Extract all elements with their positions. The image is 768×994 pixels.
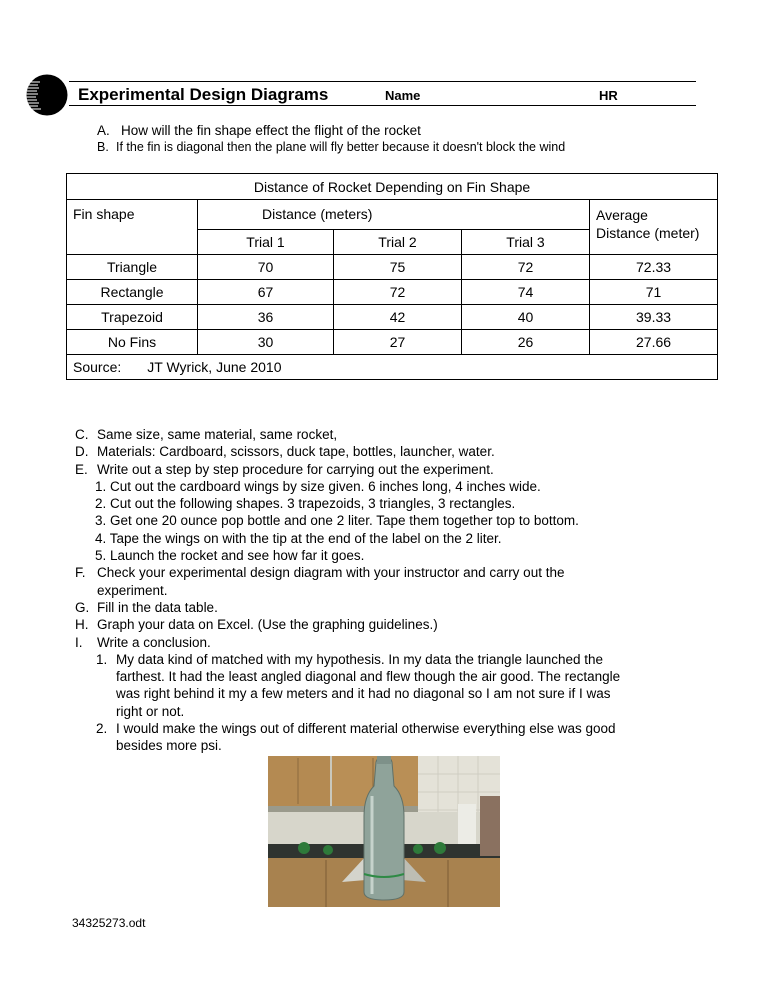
procedure-step xyxy=(0,478,768,495)
table-row xyxy=(67,305,718,330)
shape-cell: Triangle xyxy=(67,255,198,280)
hr-label: HR xyxy=(599,88,618,103)
item-letter: I. xyxy=(75,634,83,650)
conclusion-line: right or not. xyxy=(116,703,185,719)
table-row xyxy=(67,330,718,355)
list-item xyxy=(0,564,768,599)
step-text: 2. Cut out the following shapes. 3 trapezoids, 3 triangles, 3 rectangles. xyxy=(95,496,516,512)
shape-cell: Trapezoid xyxy=(67,305,198,330)
conclusion-number: 1. xyxy=(96,651,108,667)
question-a-letter: A. xyxy=(97,123,110,138)
item-text: Check your experimental design diagram with your instructor and carry out the xyxy=(97,565,565,581)
shape-cell: No Fins xyxy=(67,330,198,355)
trial-1-cell: 36 xyxy=(198,305,334,330)
step-text: 3. Get one 20 ounce pop bottle and one 2 liter. Tape them together top to bottom. xyxy=(95,513,579,529)
list-item xyxy=(0,461,768,478)
step-text: 4. Tape the wings on with the tip at the end of the label on the 2 liter. xyxy=(95,530,502,546)
trial-2-cell: 75 xyxy=(334,255,462,280)
shape-cell: Rectangle xyxy=(67,280,198,305)
item-text: Fill in the data table. xyxy=(97,599,218,615)
trial-2-header: Trial 2 xyxy=(334,230,462,255)
question-a-text: How will the fin shape effect the flight of the rocket xyxy=(121,123,421,138)
conclusion-line: I would make the wings out of different material otherwise everything else was good xyxy=(116,721,616,737)
trial-2-cell: 42 xyxy=(334,305,462,330)
item-text: Write a conclusion. xyxy=(97,634,211,650)
item-letter: H. xyxy=(75,617,89,633)
item-letter: C. xyxy=(75,427,89,442)
step-text: 5. Launch the rocket and see how far it goes. xyxy=(95,548,365,564)
average-cell: 71 xyxy=(590,280,718,305)
trial-2-cell: 72 xyxy=(334,280,462,305)
conclusion-line: besides more psi. xyxy=(116,738,222,754)
item-text-continued: experiment. xyxy=(97,582,168,598)
hypothesis-b xyxy=(97,140,565,154)
average-header-line1: Average xyxy=(596,207,648,223)
name-label: Name xyxy=(385,88,421,103)
list-item xyxy=(0,426,768,443)
header-top-rule xyxy=(69,81,696,82)
trial-1-cell: 67 xyxy=(198,280,334,305)
average-cell: 27.66 xyxy=(590,330,718,355)
trial-3-cell: 72 xyxy=(462,255,590,280)
trial-1-cell: 70 xyxy=(198,255,334,280)
conclusion-number: 2. xyxy=(96,721,108,737)
source-row xyxy=(67,355,718,380)
logo-globe-icon xyxy=(26,74,68,116)
item-letter: F. xyxy=(75,565,86,581)
fin-shape-header: Fin shape xyxy=(67,200,198,255)
list-item xyxy=(0,634,768,651)
step-text: 1. Cut out the cardboard wings by size given. 6 inches long, 4 inches wide. xyxy=(95,478,541,494)
conclusion-line: farthest. It had the least angled diagonal and flew though the air good. The rectangle xyxy=(116,669,621,685)
procedure-step xyxy=(0,495,768,512)
average-cell: 39.33 xyxy=(590,305,718,330)
procedure-step xyxy=(0,512,768,529)
trial-3-cell: 26 xyxy=(462,330,590,355)
conclusion-item xyxy=(0,651,768,720)
item-letter: G. xyxy=(75,599,90,615)
item-text: Same size, same material, same rocket, xyxy=(97,427,338,442)
conclusion-item xyxy=(0,720,768,755)
source-cell xyxy=(67,355,718,380)
trial-2-cell: 27 xyxy=(334,330,462,355)
table-row xyxy=(67,255,718,280)
footer-filename: 34325273.odt xyxy=(72,916,146,930)
hypothesis-b-letter: B. xyxy=(97,140,109,154)
conclusion-line: was right behind it my a few meters and it had no diagonal so I am not sure if I was xyxy=(116,686,611,702)
rocket-photo xyxy=(268,756,500,907)
hypothesis-b-text: If the fin is diagonal then the plane will fly better because it doesn't block the wind xyxy=(116,140,566,154)
trial-3-cell: 74 xyxy=(462,280,590,305)
procedure-list xyxy=(0,426,768,755)
source-label: Source: xyxy=(73,359,122,375)
source-value: JT Wyrick, June 2010 xyxy=(147,359,282,375)
item-text: Write out a step by step procedure for carrying out the experiment. xyxy=(97,461,494,477)
trial-3-cell: 40 xyxy=(462,305,590,330)
header-bottom-rule xyxy=(69,105,696,106)
procedure-step xyxy=(0,547,768,564)
item-letter: E. xyxy=(75,461,88,477)
item-text: Graph your data on Excel. (Use the graphing guidelines.) xyxy=(97,617,438,633)
average-distance-header xyxy=(590,200,718,255)
trial-1-cell: 30 xyxy=(198,330,334,355)
table-row xyxy=(67,280,718,305)
item-text: Materials: Cardboard, scissors, duck tape, bottles, launcher, water. xyxy=(97,444,495,460)
question-a xyxy=(97,123,421,138)
list-item xyxy=(0,616,768,633)
trial-1-header: Trial 1 xyxy=(198,230,334,255)
list-item xyxy=(0,443,768,460)
average-header-line2: Distance (meter) xyxy=(596,225,700,241)
distance-header: Distance (meters) xyxy=(198,200,590,230)
trial-3-header: Trial 3 xyxy=(462,230,590,255)
table-title: Distance of Rocket Depending on Fin Shape xyxy=(67,174,718,200)
procedure-step xyxy=(0,530,768,547)
item-letter: D. xyxy=(75,444,89,460)
page-title: Experimental Design Diagrams xyxy=(78,85,329,104)
average-cell: 72.33 xyxy=(590,255,718,280)
list-item xyxy=(0,599,768,616)
conclusion-line: My data kind of matched with my hypothesis. In my data the triangle launched the xyxy=(116,651,604,667)
data-table xyxy=(66,173,718,380)
